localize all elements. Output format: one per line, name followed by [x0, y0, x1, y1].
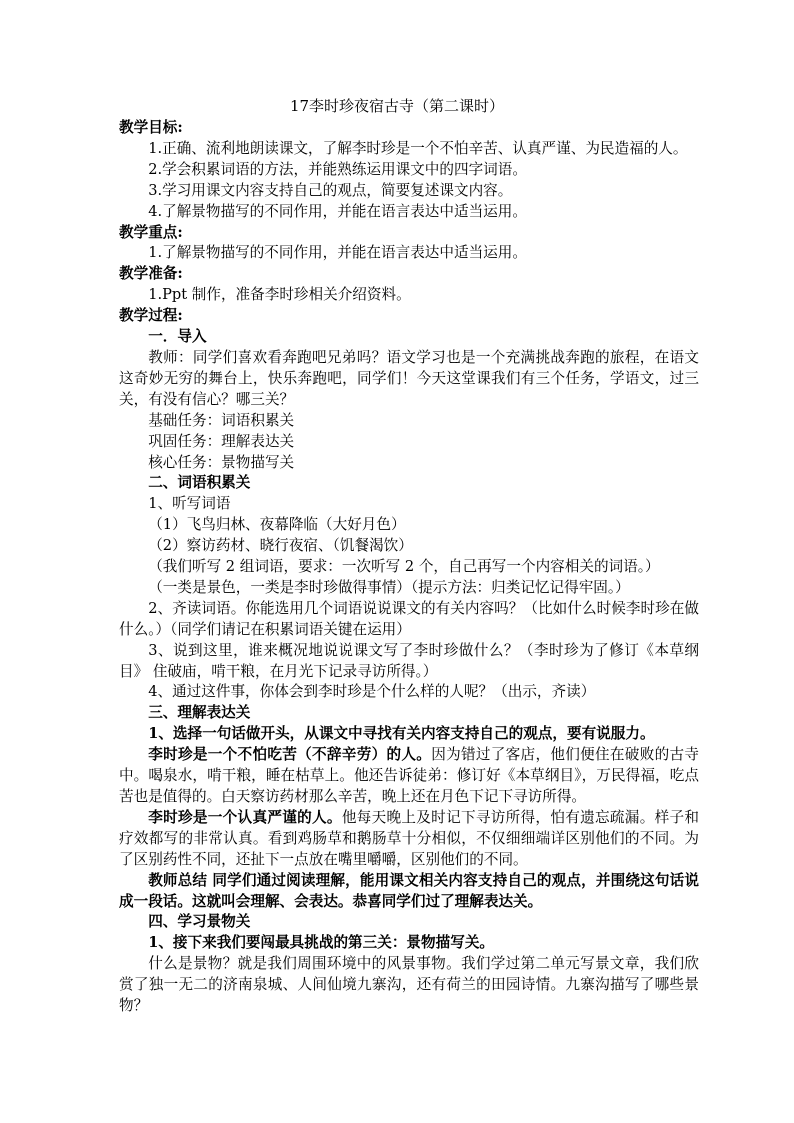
document-title: 17李时珍夜宿古寺（第二课时）: [289, 97, 505, 115]
section-4-item-1-text: 1、接下来我们要闯最具挑战的第三关：景物描写关。: [148, 934, 495, 952]
key-points-heading: 教学重点:: [119, 223, 183, 241]
key-point-item: 1.了解景物描写的不同作用，并能在语言表达中适当运用。: [148, 244, 527, 262]
section-2-item-4: 4、通过这件事，你体会到李时珍是个什么样的人呢？（出示，齐读）: [148, 683, 596, 701]
section-1-heading: 一．导入: [148, 328, 207, 346]
process-heading: 教学过程:: [119, 307, 183, 325]
section-4-paragraph: 什么是景物？就是我们周围环境中的风景事物。我们学过第二单元写景文章，我们欣赏了独一无二的济南泉城、人间仙境九寨沟，还有荷兰的田园诗情。九寨沟描写了哪些景物？: [119, 955, 699, 1015]
preparation-heading: 教学准备:: [119, 265, 183, 283]
goal-item: 1.正确、流利地朗读课文，了解李时珍是一个不怕辛苦、认真严谨、为民造福的人。: [148, 139, 688, 157]
category-note: （一类是景色，一类是李时珍做得事情）（提示方法：归类记忆记得牢固。）: [148, 578, 630, 596]
section-2-item-3: 3、说到这里，谁来概况地说说课文写了李时珍做什么？（李时珍为了修订《本草纲目》 住破庙，啃干粮，在月光下记录寻访所得。）: [119, 641, 699, 680]
task-item: 基础任务：词语积累关: [148, 411, 295, 429]
word-group-2: （2）察访药材、晓行夜宿、（饥餐渴饮）: [148, 537, 413, 555]
viewpoint-1-support: 因为错过了客店，他们便住在破败的古寺中。喝泉水，啃干粮，睡在枯草上。他还告诉徒弟：修订好《本草纲目》，万民得福，吃点苦也是值得的。白天察访药材那么辛苦，晚上还在月色下记下寻访所得。: [119, 746, 699, 805]
dictation-note: （我们听写 2 组词语，要求：一次听写 2 个，自己再写一个内容相关的词语。）: [148, 558, 660, 576]
teacher-summary: 教师总结 同学们通过阅读理解，能用课文相关内容支持自己的观点，并围绕这句话说成一段话。这就叫会理解、会表达。恭喜同学们过了理解表达关。: [119, 871, 699, 910]
viewpoint-paragraph-1: [119, 745, 699, 808]
section-3-heading: 三、理解表达关: [148, 704, 251, 722]
preparation-item: 1.Ppt 制作，准备李时珍相关介绍资料。: [148, 286, 411, 304]
viewpoint-2-support: 他每天晚上及时记下寻访所得，怕有遗忘疏漏。样子和疗效都写的非常认真。看到鸡肠草和鹅肠草十分相似，不仅细细端详区别他们的不同。为了区别药性不同，还扯下一点放在嘴里嚼嚼，区别他们的不同。: [119, 808, 699, 868]
section-4-heading: 四、学习景物关: [148, 913, 251, 931]
section-3-task: 1、选择一句话做开头，从课文中寻找有关内容支持自己的观点，要有说服力。: [148, 725, 655, 743]
section-2-heading: 二、词语积累关: [148, 474, 251, 492]
viewpoint-2-lead: 李时珍是一个认真严谨的人。: [148, 808, 342, 826]
section-2-item-2: 2、齐读词语。你能选用几个词语说说课文的有关内容吗？（比如什么时候李时珍在做什么。）（同学们请记在积累词语关键在运用）: [119, 599, 699, 638]
section-2-subheading: 1、听写词语: [148, 495, 231, 513]
goal-item: 4.了解景物描写的不同作用，并能在语言表达中适当运用。: [148, 202, 527, 220]
viewpoint-1-lead: 李时珍是一个不怕吃苦（不辞辛劳）的人。: [148, 746, 432, 764]
section-1-intro: 教师：同学们喜欢看奔跑吧兄弟吗？语文学习也是一个充满挑战奔跑的旅程，在语文这奇妙无穷的舞台上，快乐奔跑吧，同学们！今天这堂课我们有三个任务，学语文，过三关，有没有信心？哪三关？: [119, 348, 699, 408]
section-4-item-1: [119, 933, 699, 954]
document-body: [119, 118, 699, 1017]
task-item: 核心任务：景物描写关: [148, 453, 295, 471]
task-item: 巩固任务：理解表达关: [148, 432, 295, 450]
goals-heading: 教学目标:: [119, 119, 183, 136]
goal-item: 3.学习用课文内容支持自己的观点，简要复述课文内容。: [148, 181, 513, 199]
viewpoint-paragraph-2: [119, 808, 699, 871]
goal-item: 2.学会积累词语的方法，并能熟练运用课文中的四字词语。: [148, 160, 527, 178]
word-group-1: （1）飞鸟归林、夜幕降临（大好月色）: [148, 516, 406, 534]
